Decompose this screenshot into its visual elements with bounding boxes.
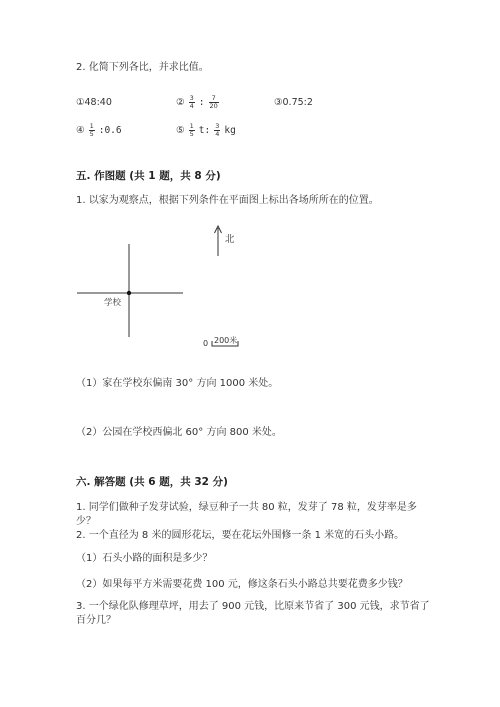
ratio-rest: :0.6 <box>98 125 122 136</box>
school-point <box>127 291 131 295</box>
scale-zero-label: 0 <box>203 339 209 348</box>
fraction: $\frac{1}{5}$ <box>189 122 194 138</box>
ratio-colon: : <box>198 97 205 108</box>
scale-length-label: 200米 <box>214 336 238 345</box>
section-6-q1-line-2: 少？ <box>76 516 96 527</box>
ratio-item-3: ③0.75:2 <box>274 97 313 108</box>
section-5-heading: 五. 作图题 (共 1 题，共 8 分) <box>76 170 221 182</box>
section-6-q1-line-1: 1. 同学们做种子发芽试验，绿豆种子一共 80 粒，发芽了 78 粒，发芽率是多 <box>76 502 417 513</box>
fraction: $\frac{3}{4}$ <box>189 94 194 110</box>
school-label: 学校 <box>104 298 122 308</box>
section-5-question-1: 1. 以家为观察点，根据下列条件在平面图上标出各场所所在的位置。 <box>76 195 379 206</box>
section-6-q2-sub-1: （1）石头小路的面积是多少？ <box>76 553 213 564</box>
question-2-title: 2. 化简下列各比，并求比值。 <box>76 62 209 73</box>
north-label: 北 <box>225 234 235 245</box>
section-6-q2-sub-2: （2）如果每平方米需要花费 100 元，修这条石头小路总共要花费多少钱？ <box>76 579 408 590</box>
item-5-marker: ⑤ <box>176 125 185 136</box>
fraction: $\frac{7}{20}$ <box>209 94 218 110</box>
ratio-item-1: ①48:40 <box>76 97 112 108</box>
section-5-sub-2: （2）公园在学校西偏北 60° 方向 800 米处。 <box>76 427 282 438</box>
item-2-marker: ② <box>176 97 185 108</box>
item-4-marker: ④ <box>76 125 85 136</box>
section-6-q3-line-2: 百分几？ <box>76 615 116 626</box>
fraction: $\frac{3}{4}$ <box>215 122 220 138</box>
section-6-heading: 六. 解答题 (共 6 题，共 32 分) <box>76 476 228 488</box>
unit-kg: kg <box>224 125 236 136</box>
ratio-mid: t: <box>198 125 211 136</box>
section-5-sub-1: （1）家在学校东偏南 30° 方向 1000 米处。 <box>76 378 279 389</box>
fraction: $\frac{1}{5}$ <box>89 122 94 138</box>
section-6-q2: 2. 一个直径为 8 米的圆形花坛，要在花坛外围修一条 1 米宽的石头小路。 <box>76 530 405 541</box>
section-6-q3-line-1: 3. 一个绿化队修理草坪，用去了 900 元钱，比原来节省了 300 元钱，求节省了 <box>76 601 430 612</box>
